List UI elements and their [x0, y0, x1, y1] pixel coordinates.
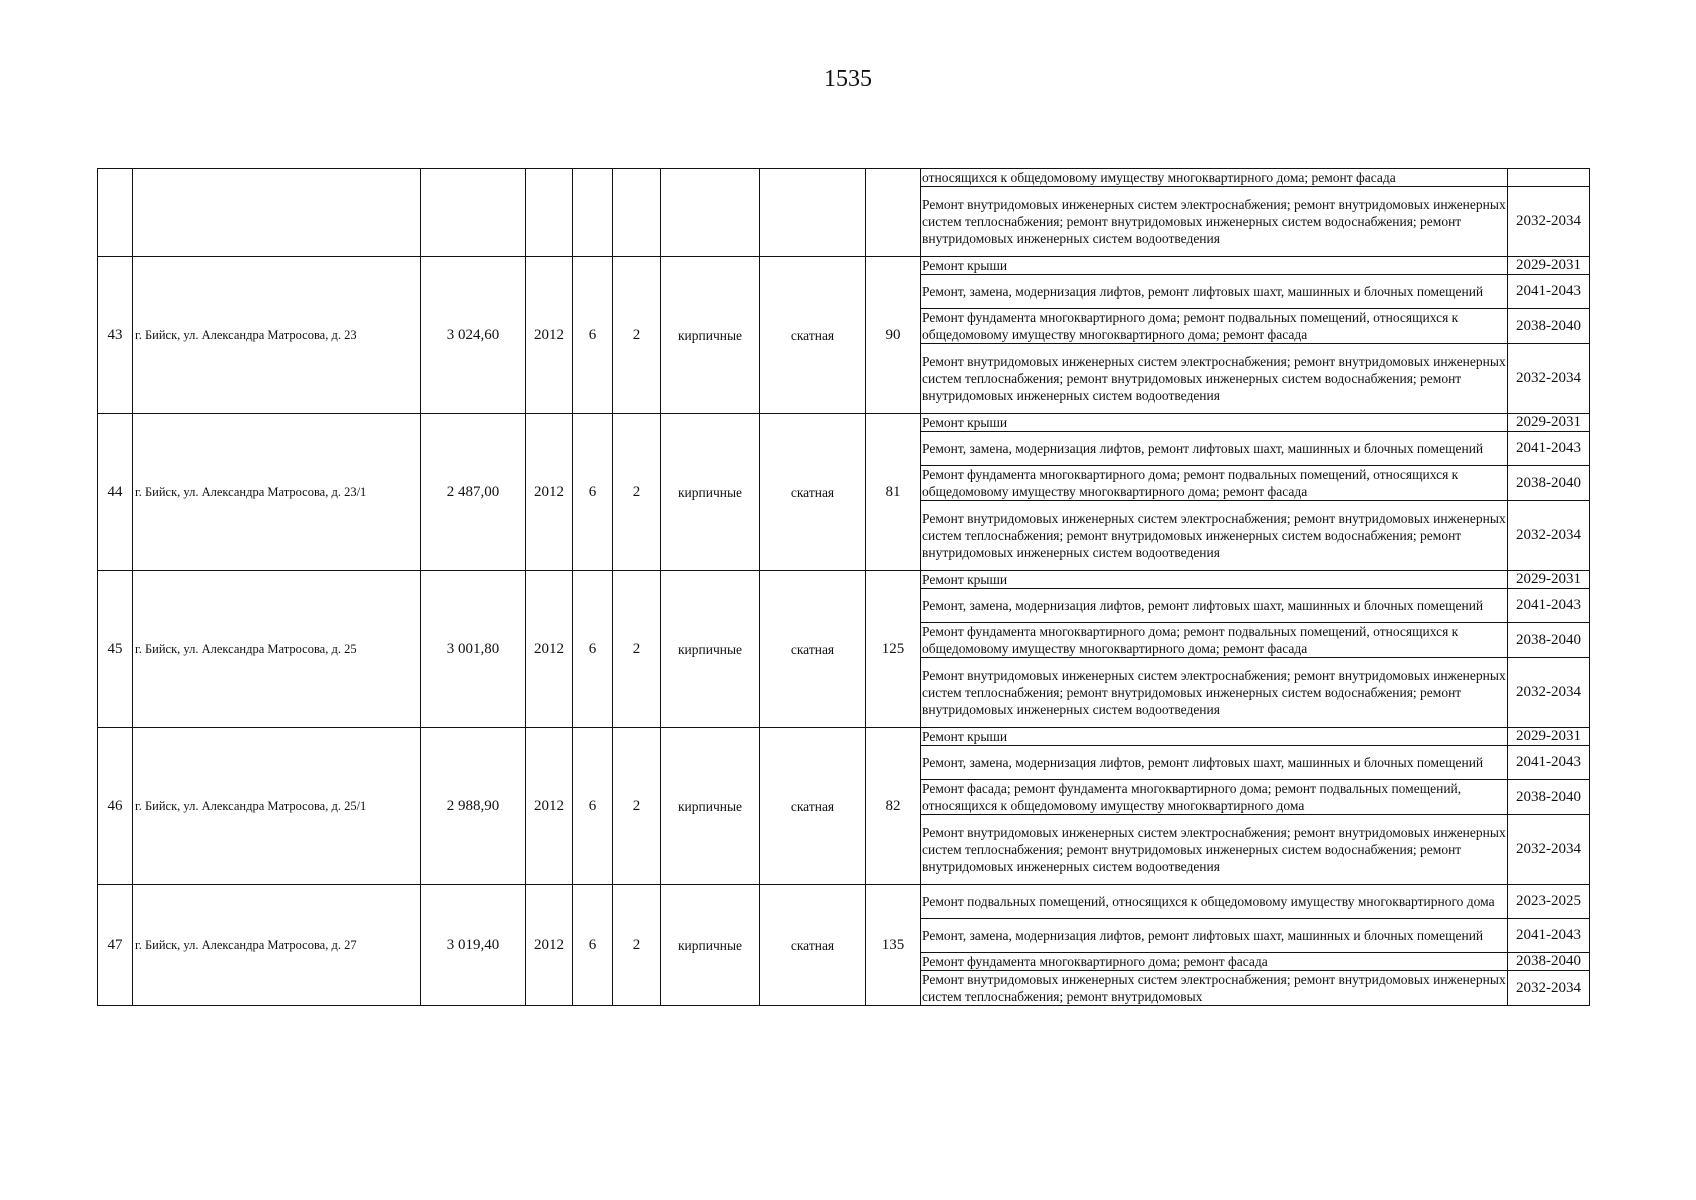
- row-number: 45: [98, 571, 133, 728]
- year-cell: 2012: [526, 257, 573, 414]
- address-cell: г. Бийск, ул. Александра Матросова, д. 25: [133, 571, 421, 728]
- entrances-cell: 2: [613, 414, 661, 571]
- row-number: 44: [98, 414, 133, 571]
- table-row: [98, 885, 1590, 919]
- row-number: 43: [98, 257, 133, 414]
- residents-cell: 90: [866, 257, 921, 414]
- table-row: [98, 257, 1590, 275]
- work-period-cell: 2041-2043: [1508, 746, 1590, 780]
- floors-cell: 6: [573, 571, 613, 728]
- page-number: 1535: [824, 66, 872, 92]
- repair-schedule-table: [97, 168, 1590, 1006]
- work-period-cell: 2041-2043: [1508, 919, 1590, 953]
- work-period-cell: 2038-2040: [1508, 466, 1590, 501]
- work-period-cell: 2032-2034: [1508, 658, 1590, 728]
- address-cell: г. Бийск, ул. Александра Матросова, д. 27: [133, 885, 421, 1006]
- work-description-cell: Ремонт крыши: [921, 571, 1508, 589]
- area-cell: 2 487,00: [421, 414, 526, 571]
- residents-cell: 135: [866, 885, 921, 1006]
- roof-type-cell: скатная: [760, 885, 866, 1006]
- work-period-cell: 2032-2034: [1508, 344, 1590, 414]
- work-period-cell: 2029-2031: [1508, 728, 1590, 746]
- floors-cell: 6: [573, 257, 613, 414]
- work-period-cell: 2038-2040: [1508, 309, 1590, 344]
- floors-cell: 6: [573, 728, 613, 885]
- work-period-cell: 2023-2025: [1508, 885, 1590, 919]
- residents-cell: 81: [866, 414, 921, 571]
- wall-material-cell: кирпичные: [661, 571, 760, 728]
- work-description-cell: Ремонт крыши: [921, 414, 1508, 432]
- table-row: [98, 571, 1590, 589]
- work-description-cell: относящихся к общедомовому имуществу многоквартирного дома; ремонт фасада: [921, 169, 1508, 187]
- work-description-cell: Ремонт фундамента многоквартирного дома; ремонт фасада: [921, 953, 1508, 971]
- entrances-cell: 2: [613, 571, 661, 728]
- row-number-empty: [98, 169, 133, 257]
- work-description-cell: Ремонт крыши: [921, 728, 1508, 746]
- work-period-cell: 2041-2043: [1508, 589, 1590, 623]
- year-cell: 2012: [526, 885, 573, 1006]
- work-period-cell: 2032-2034: [1508, 501, 1590, 571]
- year-cell-empty: [526, 169, 573, 257]
- work-period-cell: 2038-2040: [1508, 953, 1590, 971]
- row-number: 47: [98, 885, 133, 1006]
- work-period-cell: 2032-2034: [1508, 971, 1590, 1006]
- entrances-cell: 2: [613, 257, 661, 414]
- work-description-cell: Ремонт внутридомовых инженерных систем электроснабжения; ремонт внутридомовых инженерных систем теплоснабжения; ремонт внутридомовых инженерных систем водоснабжения; ремонт внутридомовых инженерных систем водоотведения: [921, 187, 1508, 257]
- work-description-cell: Ремонт, замена, модернизация лифтов, ремонт лифтовых шахт, машинных и блочных помещений: [921, 746, 1508, 780]
- address-cell: г. Бийск, ул. Александра Матросова, д. 23/1: [133, 414, 421, 571]
- residents-cell-empty: [866, 169, 921, 257]
- work-description-cell: Ремонт крыши: [921, 257, 1508, 275]
- roof-type-cell-empty: [760, 169, 866, 257]
- area-cell-empty: [421, 169, 526, 257]
- work-period-cell: 2029-2031: [1508, 414, 1590, 432]
- work-description-cell: Ремонт внутридомовых инженерных систем электроснабжения; ремонт внутридомовых инженерных систем теплоснабжения; ремонт внутридомовых инженерных систем водоснабжения; ремонт внутридомовых инженерных систем водоотведения: [921, 815, 1508, 885]
- work-period-cell: [1508, 169, 1590, 187]
- floors-cell: 6: [573, 885, 613, 1006]
- entrances-cell: 2: [613, 728, 661, 885]
- work-description-cell: Ремонт, замена, модернизация лифтов, ремонт лифтовых шахт, машинных и блочных помещений: [921, 275, 1508, 309]
- roof-type-cell: скатная: [760, 571, 866, 728]
- work-description-cell: Ремонт, замена, модернизация лифтов, ремонт лифтовых шахт, машинных и блочных помещений: [921, 432, 1508, 466]
- address-cell: г. Бийск, ул. Александра Матросова, д. 25/1: [133, 728, 421, 885]
- table-row: [98, 169, 1590, 187]
- work-period-cell: 2041-2043: [1508, 432, 1590, 466]
- work-period-cell: 2038-2040: [1508, 623, 1590, 658]
- work-description-cell: Ремонт внутридомовых инженерных систем электроснабжения; ремонт внутридомовых инженерных систем теплоснабжения; ремонт внутридомовых инженерных систем водоснабжения; ремонт внутридомовых инженерных систем водоотведения: [921, 658, 1508, 728]
- roof-type-cell: скатная: [760, 414, 866, 571]
- work-period-cell: 2041-2043: [1508, 275, 1590, 309]
- floors-cell: 6: [573, 414, 613, 571]
- table-row: [98, 414, 1590, 432]
- work-description-cell: Ремонт подвальных помещений, относящихся к общедомовому имуществу многоквартирного дома: [921, 885, 1508, 919]
- residents-cell: 82: [866, 728, 921, 885]
- work-description-cell: Ремонт фундамента многоквартирного дома; ремонт подвальных помещений, относящихся к общедомовому имуществу многоквартирного дома; ремонт фасада: [921, 623, 1508, 658]
- work-description-cell: Ремонт фундамента многоквартирного дома; ремонт подвальных помещений, относящихся к общедомовому имуществу многоквартирного дома; ремонт фасада: [921, 309, 1508, 344]
- work-period-cell: 2029-2031: [1508, 571, 1590, 589]
- address-cell-empty: [133, 169, 421, 257]
- work-description-cell: Ремонт, замена, модернизация лифтов, ремонт лифтовых шахт, машинных и блочных помещений: [921, 919, 1508, 953]
- work-description-cell: Ремонт, замена, модернизация лифтов, ремонт лифтовых шахт, машинных и блочных помещений: [921, 589, 1508, 623]
- work-period-cell: 2038-2040: [1508, 780, 1590, 815]
- wall-material-cell: кирпичные: [661, 885, 760, 1006]
- year-cell: 2012: [526, 728, 573, 885]
- work-period-cell: 2032-2034: [1508, 815, 1590, 885]
- work-period-cell: 2029-2031: [1508, 257, 1590, 275]
- residents-cell: 125: [866, 571, 921, 728]
- address-cell: г. Бийск, ул. Александра Матросова, д. 23: [133, 257, 421, 414]
- roof-type-cell: скатная: [760, 728, 866, 885]
- work-description-cell: Ремонт внутридомовых инженерных систем электроснабжения; ремонт внутридомовых инженерных систем теплоснабжения; ремонт внутридомовых инженерных систем водоснабжения; ремонт внутридомовых инженерных систем водоотведения: [921, 501, 1508, 571]
- area-cell: 3 001,80: [421, 571, 526, 728]
- area-cell: 2 988,90: [421, 728, 526, 885]
- table-row: [98, 728, 1590, 746]
- work-period-cell: 2032-2034: [1508, 187, 1590, 257]
- wall-material-cell: кирпичные: [661, 728, 760, 885]
- wall-material-cell: кирпичные: [661, 414, 760, 571]
- entrances-cell-empty: [613, 169, 661, 257]
- work-description-cell: Ремонт внутридомовых инженерных систем электроснабжения; ремонт внутридомовых инженерных систем теплоснабжения; ремонт внутридомовых инженерных систем водоснабжения; ремонт внутридомовых инженерных систем водоотведения: [921, 344, 1508, 414]
- roof-type-cell: скатная: [760, 257, 866, 414]
- wall-material-cell-empty: [661, 169, 760, 257]
- work-description-cell: Ремонт внутридомовых инженерных систем электроснабжения; ремонт внутридомовых инженерных систем теплоснабжения; ремонт внутридомовых: [922, 972, 1506, 1004]
- work-description-cell: Ремонт фундамента многоквартирного дома; ремонт подвальных помещений, относящихся к общедомовому имуществу многоквартирного дома; ремонт фасада: [921, 466, 1508, 501]
- floors-cell-empty: [573, 169, 613, 257]
- year-cell: 2012: [526, 414, 573, 571]
- row-number: 46: [98, 728, 133, 885]
- wall-material-cell: кирпичные: [661, 257, 760, 414]
- entrances-cell: 2: [613, 885, 661, 1006]
- area-cell: 3 019,40: [421, 885, 526, 1006]
- year-cell: 2012: [526, 571, 573, 728]
- work-description-cell: Ремонт фасада; ремонт фундамента многоквартирного дома; ремонт подвальных помещений, относящихся к общедомовому имуществу многоквартирного дома: [921, 780, 1508, 815]
- area-cell: 3 024,60: [421, 257, 526, 414]
